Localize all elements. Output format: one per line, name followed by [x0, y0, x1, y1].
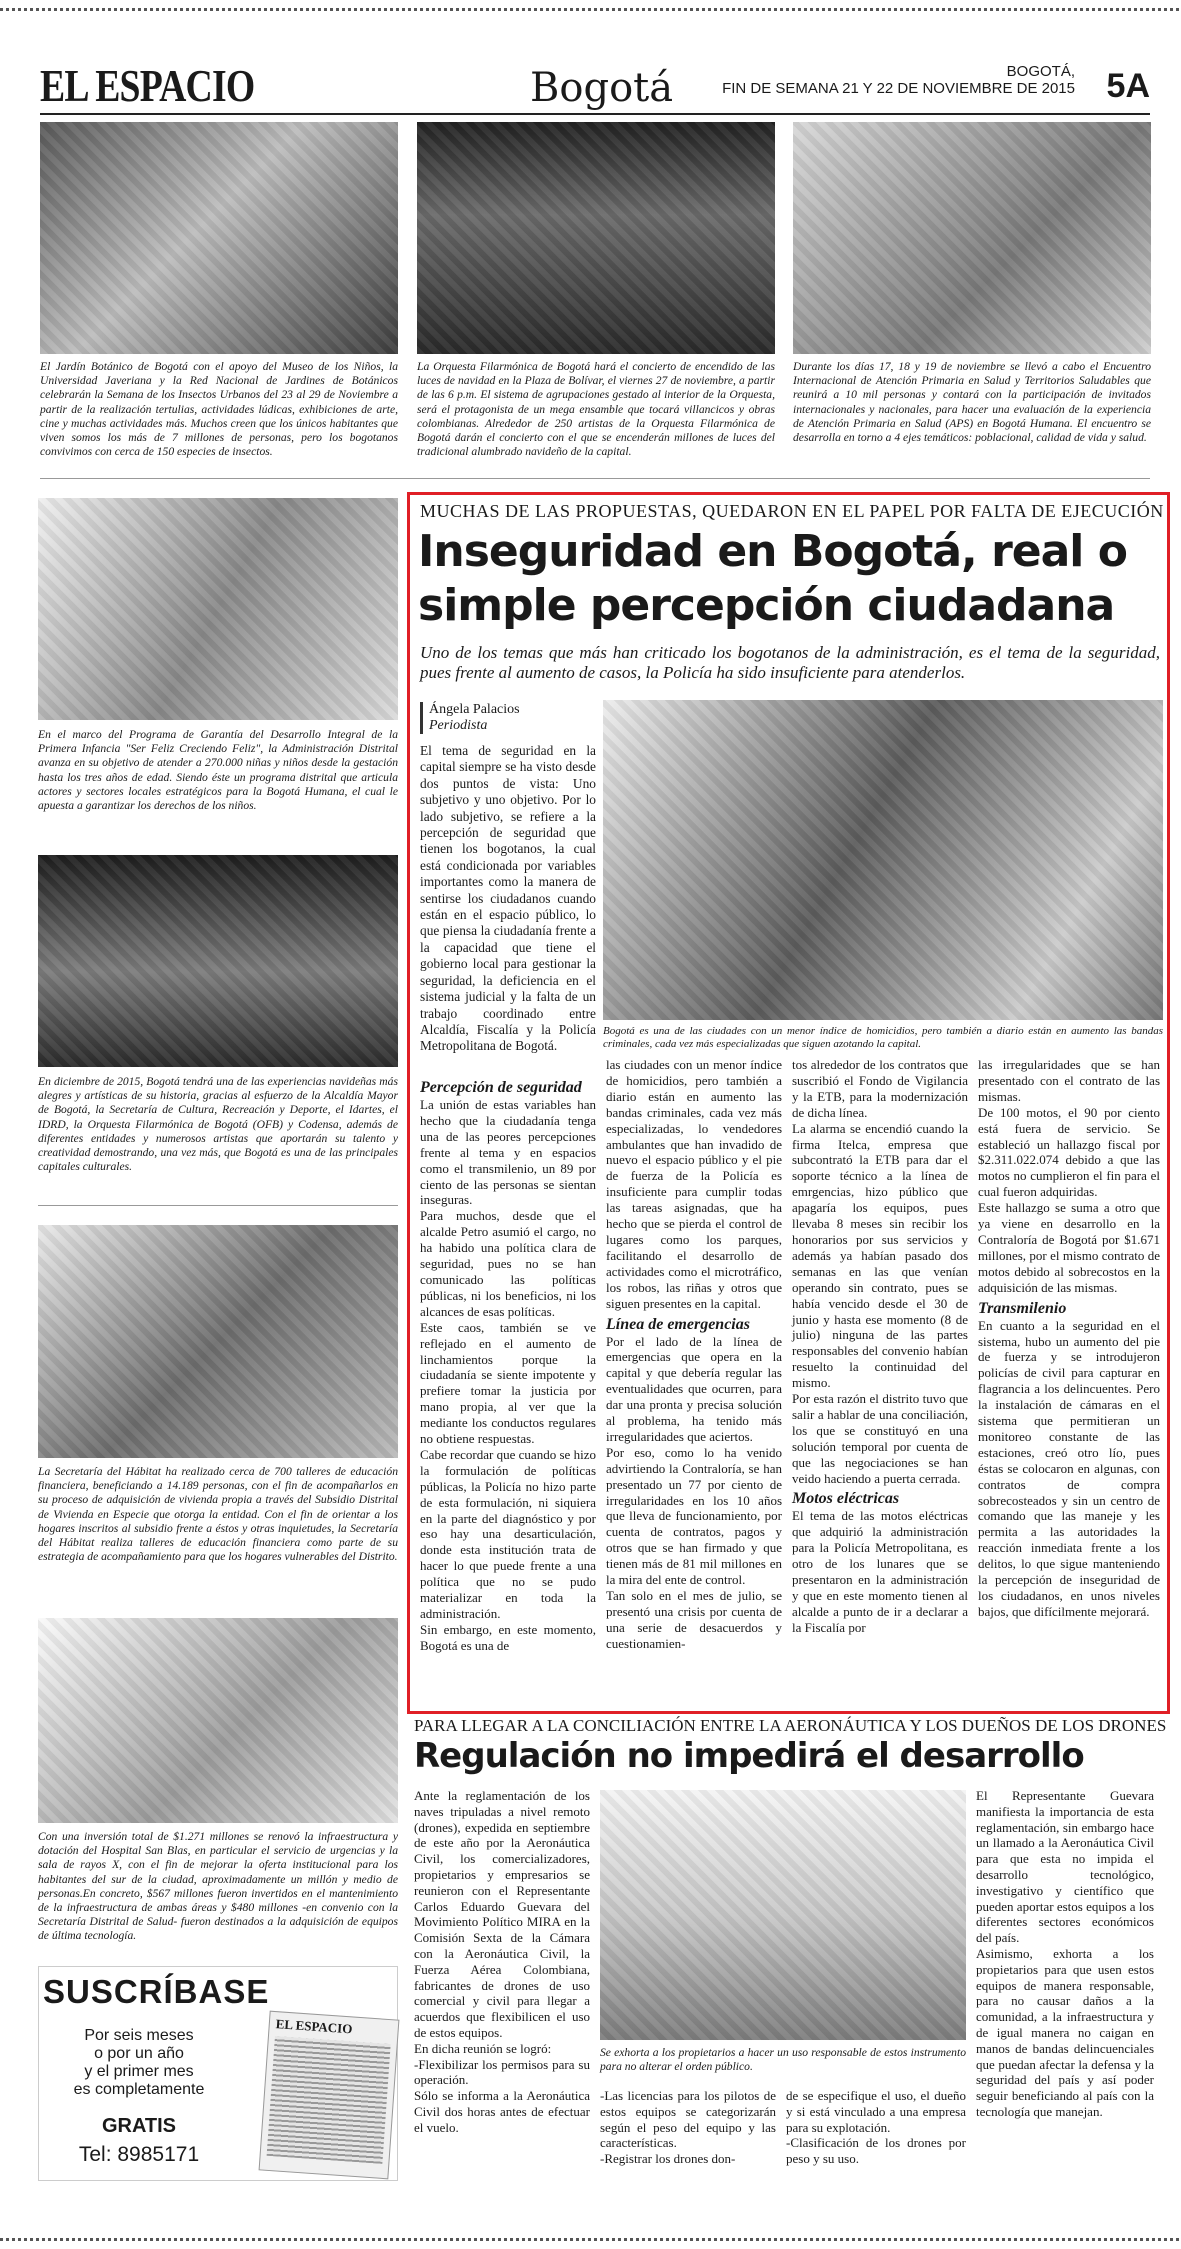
drone-photo-caption: Se exhorta a los propietarios a hacer un uso responsable de estos instrumento para no alterar el orden público. — [600, 2046, 966, 2074]
second-col2-b: -Registrar los drones don- — [600, 2151, 736, 2167]
second-col2-a: -Las licencias para los pilotos de estos equipos se categorizarán según el peso del equipo y las características. — [600, 2088, 776, 2151]
byline — [420, 702, 520, 734]
feature-col3-c: Por esta razón el distrito tuvo que salir a hablar de una conciliación, los que se constituyó en una solución temporal por cuenta de que las negociaciones se han veido haciendo a puerta cerrada. — [792, 1391, 968, 1486]
second-headline: Regulación no impedirá el desarrollo — [414, 1736, 1084, 1776]
second-col3-b: -Clasificación de los drones por peso y su uso. — [786, 2135, 966, 2167]
feature-col2-a: las ciudades con un menor índice de homicidios, pero también a diario están en aumento las bandas criminales, cada vez más especializadas, lo vendedores ambulantes que han invadido de nuevo el espacio público y el pie de fuerza de la Policía es insuficiente para cumplir todas las tareas asignadas, que ha hecho que se pierda el control de lugares como los parques, facilitando el desarrollo de actividades como el microtráfico, los robos, las riñas y otros que siguen presentes en la capital. — [606, 1057, 782, 1311]
masthead — [40, 55, 1150, 115]
dateline — [722, 63, 1075, 97]
dateline-date: FIN DE SEMANA 21 Y 22 DE NOVIEMBRE DE 2015 — [722, 80, 1075, 97]
feature-col1-b: La unión de estas variables han hecho que la ciudadanía tenga una de las peores percepciones frente al tema y en espacios como el transmilenio, un 89 por ciento de las personas se sientan inseguras. — [420, 1097, 596, 1208]
newspaper-thumbnail — [259, 2011, 400, 2180]
photo-violinists — [38, 855, 398, 1067]
ad-line-2: o por un año — [94, 2045, 184, 2062]
photo-orchestra-plaza — [417, 122, 775, 354]
feature-article — [407, 492, 1170, 1714]
second-col1-a: Ante la reglamentación de los naves tripuladas a nivel remoto (drones), expedida en septiembre de este año por la Aeronáutica Civil, los comercializadores, propietarios y empresarios se reunieron con el Representante Carlos Eduardo Guevara del Movimiento Político MIRA en la Comisión Sexta de la Cámara con la Aeronáutica Civil, la Fuerza Aérea Colombiana, fabricantes de drones de uso comercial y civil para llegar a acuerdos que flexibilicen el uso de estos equipos. — [414, 1788, 590, 2040]
feature-deck: Uno de los temas que más han criticado los bogotanos de la administración, es el tema de la seguridad, pues frente al aumento de casos, la Policía ha sido insuficiente para atenderlos. — [420, 643, 1160, 682]
dateline-city: BOGOTÁ, — [1006, 63, 1075, 80]
second-col1-b: En dicha reunión se logró: — [414, 2040, 552, 2056]
feature-col3-b: La alarma se encendió cuando la firma Itelca, empresa que subcontrató la ETB para dar el soporte técnico a la línea de emrgencias, hizo público que apagaría los equipos, pues llevaba 8 meses sin recibir los honorarios por sus servicios y además ya habían pasado dos semanas en las que venían operando sin contrato, pues se había vencido desde el 30 de junio y hasta ese momento (8 de julio) ninguna de las partes responsables del convenio habían resuelto la continuidad del mismo. — [792, 1120, 968, 1391]
second-col1-d: Sólo se informa a la Aeronáutica Civil dos horas antes de efectuar el vuelo. — [414, 2088, 590, 2135]
feature-col3-d: El tema de las motos eléctricas que adquirió la administración para la Policía Metropolitana, es otro de los lunares que se presentaron en la administración y que en este momento tienen al alcalde a punto de ir a declarar a la Fiscalía por — [792, 1508, 968, 1635]
thumbnail-brand: EL ESPACIO — [275, 2016, 353, 2037]
caption-insects: El Jardín Botánico de Bogotá con el apoyo del Museo de los Niños, la Universidad Javeriana y la Red Nacional de Jardines de Botánicos celebrarán la Semana de los Insectos Urbanos del 23 al 29 de Noviembre a partir de la realización tertulias, actividades lúdicas, exhibiciones de arte, cine y muchas actividades más. Muchos creen que los únicos habitantes que viven somos los más de 7 millones de personas, pero los bogotanos convivimos con cerca de 150 especies de insectos. — [40, 360, 398, 459]
feature-col4-d: En cuanto a la seguridad en el sistema, hubo un aumento del pie de fuerza y se introdujeron policías de civil para capturar en flagrancia a los delincuentes. Pero la instalación de cámaras en el sistema que permitieran un monitoreo constante de las estaciones, creó otro lío, pues éstas se colocaron en algunas, con contratos de compra sobrecosteados y sin un centro de comando que las maneje y les permita a las autoridades la reacción inmediata frente a los delitos, lo que sigue manteniendo la percepción de inseguridad de los ciudadanos, en unos niveles bajos, que difícilmente mejorará. — [978, 1317, 1160, 1619]
feature-col2 — [606, 1057, 782, 1652]
section-title: Bogotá — [530, 65, 674, 111]
second-col4-b: Asimismo, exhorta a los propietarios para que usen estos equipos de manera responsable, para no causar daños a la comunidad, a la infraestructura y de igual manera no caigan en manos de bandas delincuenciales que puedan afectar la defensa y la seguridad del país y así poder seguir beneficiando al país con la tecnología que manejan. — [976, 1945, 1154, 2119]
caption-health: Durante los días 17, 18 y 19 de noviembre se llevó a cabo el Encuentro Internacional de Atención Primaria en Salud y Territorios Saludables que reunirá a 10 mil personas y contará con la participación de invitados internacionales y nacionales, para hacer una evaluación de la experiencia de Atención Primaria en Salud (APS) en Bogotá Humana. El encuentro se desarrolla en torno a 4 ejes temáticos: poblacional, calidad de vida y salud. — [793, 360, 1151, 445]
ad-line-4: es completamente — [73, 2081, 205, 2098]
ad-line-1: Por seis meses — [84, 2027, 194, 2044]
left-divider — [38, 1205, 398, 1206]
second-col4 — [976, 1788, 1154, 2120]
page-number: 5A — [1106, 67, 1150, 105]
feature-col4-b: De 100 motos, el 90 por ciento está fuera de servicio. Se estableció un hallazgo fiscal por $2.311.022.074 debido a que las motos no cumplieron el fin para el cual fueron adquiridas. — [978, 1104, 1160, 1200]
caption-early-childhood: En el marco del Programa de Garantía del Desarrollo Integral de la Primera Infancia "Ser Feliz Creciendo Feliz", la Administración Distrital avanza en su objetivo de atender a 270.000 niñas y niños desde la gestación hasta los tres años de edad. Siendo éste un programa distrital que articula actores y sectores locales estratégicos para la Bogotá Humana, el cual le apuesta a garantizar los derechos de los niños. — [38, 728, 398, 813]
top-dotted-edge — [0, 8, 1181, 11]
second-col3 — [786, 2088, 966, 2167]
feature-col2-d: Tan solo en el mes de julio, se presentó una crisis por cuenta de una serie de desacuerdos y cuestionamien- — [606, 1588, 782, 1651]
feature-col4-c: Este hallazgo se suma a otro que ya viene en desarrollo en la Contraloría de Bogotá por $1.671 millones, por el mismo contrato de motos debido al sobrecostos en la adquisición de las mismas. — [978, 1200, 1160, 1295]
caption-hospital: Con una inversión total de $1.271 millones se renovó la infraestructura y dotación del Hospital San Blas, en particular el servicio de urgencias y la sala de rayos X, con el fin de mejorar la oferta institucional para los habitantes del sur de la ciudad, aproximadamente un millón y medio de personas.En concreto, $567 millones fueron invertidos en el mantenimiento de la infraestructura de ambas áreas y $480 millones -en convenio con la Secretaría Distrital de Salud- fueron destinados a la adquisición de equipos de última tecnología. — [38, 1830, 398, 1943]
feature-col1-d: Este caos, también se ve reflejado en el aumento de linchamientos porque la ciudadanía se siente impotente y prefiere tomar la justicia por mano propia, al ver que la mediante los conductos regulares no obtiene respuestas. — [420, 1319, 596, 1447]
photo-drone — [600, 1790, 966, 2040]
subhead-linea: Línea de emergencias — [606, 1315, 750, 1333]
author-role: Periodista — [429, 718, 488, 733]
ad-line-3: y el primer mes — [84, 2063, 194, 2080]
photo-hospital — [38, 1618, 398, 1823]
row-divider — [40, 478, 1150, 479]
ad-gratis: GRATIS — [101, 2115, 177, 2137]
photo-police-car — [603, 700, 1163, 1020]
second-col3-a: de se especifique el uso, el dueño y si está vinculado a una empresa para su explotación. — [786, 2088, 966, 2135]
photo-insect — [40, 122, 398, 354]
subscribe-ad[interactable] — [38, 1966, 398, 2181]
feature-col1 — [420, 1075, 596, 1654]
photo-early-childhood — [38, 498, 398, 720]
caption-habitat: La Secretaría del Hábitat ha realizado cerca de 700 talleres de educación financiera, beneficiando a 14.189 personas, con el fin de acompañarlos en su proceso de adquisición de vivienda propia a través del Subsidio Distrital de Vivienda en Especie que otorga la entidad. Con el fin de orientar a los hogares inscritos al subsidio frente a éstos y otras inquietudes, la Secretaría del Hábitat realiza talleres de educación financiera como parte de su estrategia de acompañamiento para que los hogares vulnerables del Distrito. — [38, 1465, 398, 1564]
feature-col2-b: Por el lado de la línea de emergencias que opera en la capital y que debería regular las eventualidades que ocurren, para dar una pronta y precisa solución al problema, ha tenido más irregularidades que aciertos. — [606, 1333, 782, 1444]
feature-col4 — [978, 1057, 1160, 1620]
bottom-dotted-edge — [0, 2238, 1181, 2241]
second-col1-c: -Flexibilizar los permisos para su operación. — [414, 2056, 590, 2088]
caption-christmas: En diciembre de 2015, Bogotá tendrá una de las experiencias navideñas más alegres y artísticas de su historia, gracias al esfuerzo de la Alcaldía Mayor de Bogotá, la Secretaría de Cultura, Recreación y Deporte, el Idartes, el IDRD, la Orquesta Filarmónica de Bogotá (OFB) y Codensa, además de diferentes entidades y numerosos artistas que aportarán su talento y creatividad demostrando, una vez más, que Bogotá es una de las principales capitales culturales. — [38, 1075, 398, 1174]
feature-col2-c: Por eso, como lo ha venido advirtiendo la Contraloría, se han presentado un 77 por ciento de irregularidades en los 10 años que lleva de funcionamiento, por cuenta de contratos, pagos y otros que se han firmado y que tienen más de 81 mil millones en la mira del ente de control. — [606, 1444, 782, 1588]
second-col2 — [600, 2088, 776, 2167]
thumbnail-photo — [267, 2036, 391, 2164]
photo-habitat-workshop — [38, 1225, 398, 1458]
feature-col3-a: tos alrededor de los contratos que suscribió el Fondo de Vigilancia y la ETB, para la modernización de dicha línea. — [792, 1057, 968, 1120]
feature-col1-top: El tema de seguridad en la capital siempre se ha visto desde dos puntos de vista: Uno subjetivo y uno objetivo. Por lo lado subjetivo, se refiere a la percepción de seguridad que tienen los bogotanos, la cual está condicionada por variables importantes como la manera de sentirse los ciudadanos cuando están en el espacio público, lo que piensa la ciudadanía frente a la capacidad que tiene el gobierno local para gestionar la seguridad, la deficiencia en el sistema judicial y la falta de un trabajo coordinado entre Alcaldía, Fiscalía y la Policía Metropolitana de Bogotá. — [420, 743, 596, 1054]
ad-title: SUSCRÍBASE — [43, 1973, 270, 2010]
feature-col1-c: Para muchos, desde que el alcalde Petro asumió el cargo, no ha habido una política clara de seguridad, pues no se han comunicado las políticas públicas, ni los beneficios, ni los alcances de esas políticas. — [420, 1208, 596, 1319]
second-col4-a: El Representante Guevara manifiesta la importancia de esta reglamentación, sin embargo hace un llamado a la Aeronáutica Civil para que esta no impida el desarrollo tecnológico, investigativo y científico que pueden aportar estos equipos a los diferentes sectores económicos del país. — [976, 1788, 1154, 1946]
feature-kicker: MUCHAS DE LAS PROPUESTAS, QUEDARON EN EL PAPEL POR FALTA DE EJECUCIÓN — [420, 501, 1164, 521]
ad-phone[interactable]: Tel: 8985171 — [78, 2143, 200, 2166]
feature-photo-caption: Bogotá es una de las ciudades con un menor índice de homicidios, pero también a diario están en aumento las bandas criminales, cada vez más especializadas que siguen azotando la capital. — [603, 1025, 1163, 1050]
feature-headline: Inseguridad en Bogotá, real o simple percepción ciudadana — [418, 526, 1127, 631]
caption-orchestra: La Orquesta Filarmónica de Bogotá hará el concierto de encendido de las luces de navidad en la Plaza de Bolívar, el viernes 27 de noviembre, a partir de las 6 p.m. El sistema de agrupaciones gestado al interior de la Orquesta, será el protagonista de un mega ensamble que tocará villancicos y obras colombianas. Alrededor de 250 artistas de la Orquesta Filarmónica de Bogotá darán el concierto con el que se encenderán millones de luces del tradicional alumbrado navideño de la capital. — [417, 360, 775, 459]
subhead-transmilenio: Transmilenio — [978, 1299, 1067, 1317]
feature-col1-f: Sin embargo, en este momento, Bogotá es una de — [420, 1621, 596, 1653]
feature-col1-e: Cabe recordar que cuando se hizo la formulación de políticas públicas, la Policía no hizo parte de esta formulación, ni siquiera en la parte del diagnóstico y por eso hay una desarticulación, donde esta institución trata de hacer lo que puede frente a una política que no se pudo materializar en toda la administración. — [420, 1446, 596, 1621]
feature-col4-a: las irregularidades que se han presentado con el contrato de las mismas. — [978, 1057, 1160, 1104]
subhead-motos: Motos eléctricas — [792, 1490, 900, 1508]
subhead-percepcion: Percepción de seguridad — [420, 1079, 582, 1096]
feature-col3 — [792, 1057, 968, 1636]
second-kicker: PARA LLEGAR A LA CONCILIACIÓN ENTRE LA AERONÁUTICA Y LOS DUEÑOS DE LOS DRONES — [414, 1716, 1167, 1735]
brand-logo: EL ESPACIO — [40, 60, 255, 111]
photo-health-event — [793, 122, 1151, 354]
second-col1 — [414, 1788, 590, 2136]
author-name: Ángela Palacios — [429, 702, 520, 717]
